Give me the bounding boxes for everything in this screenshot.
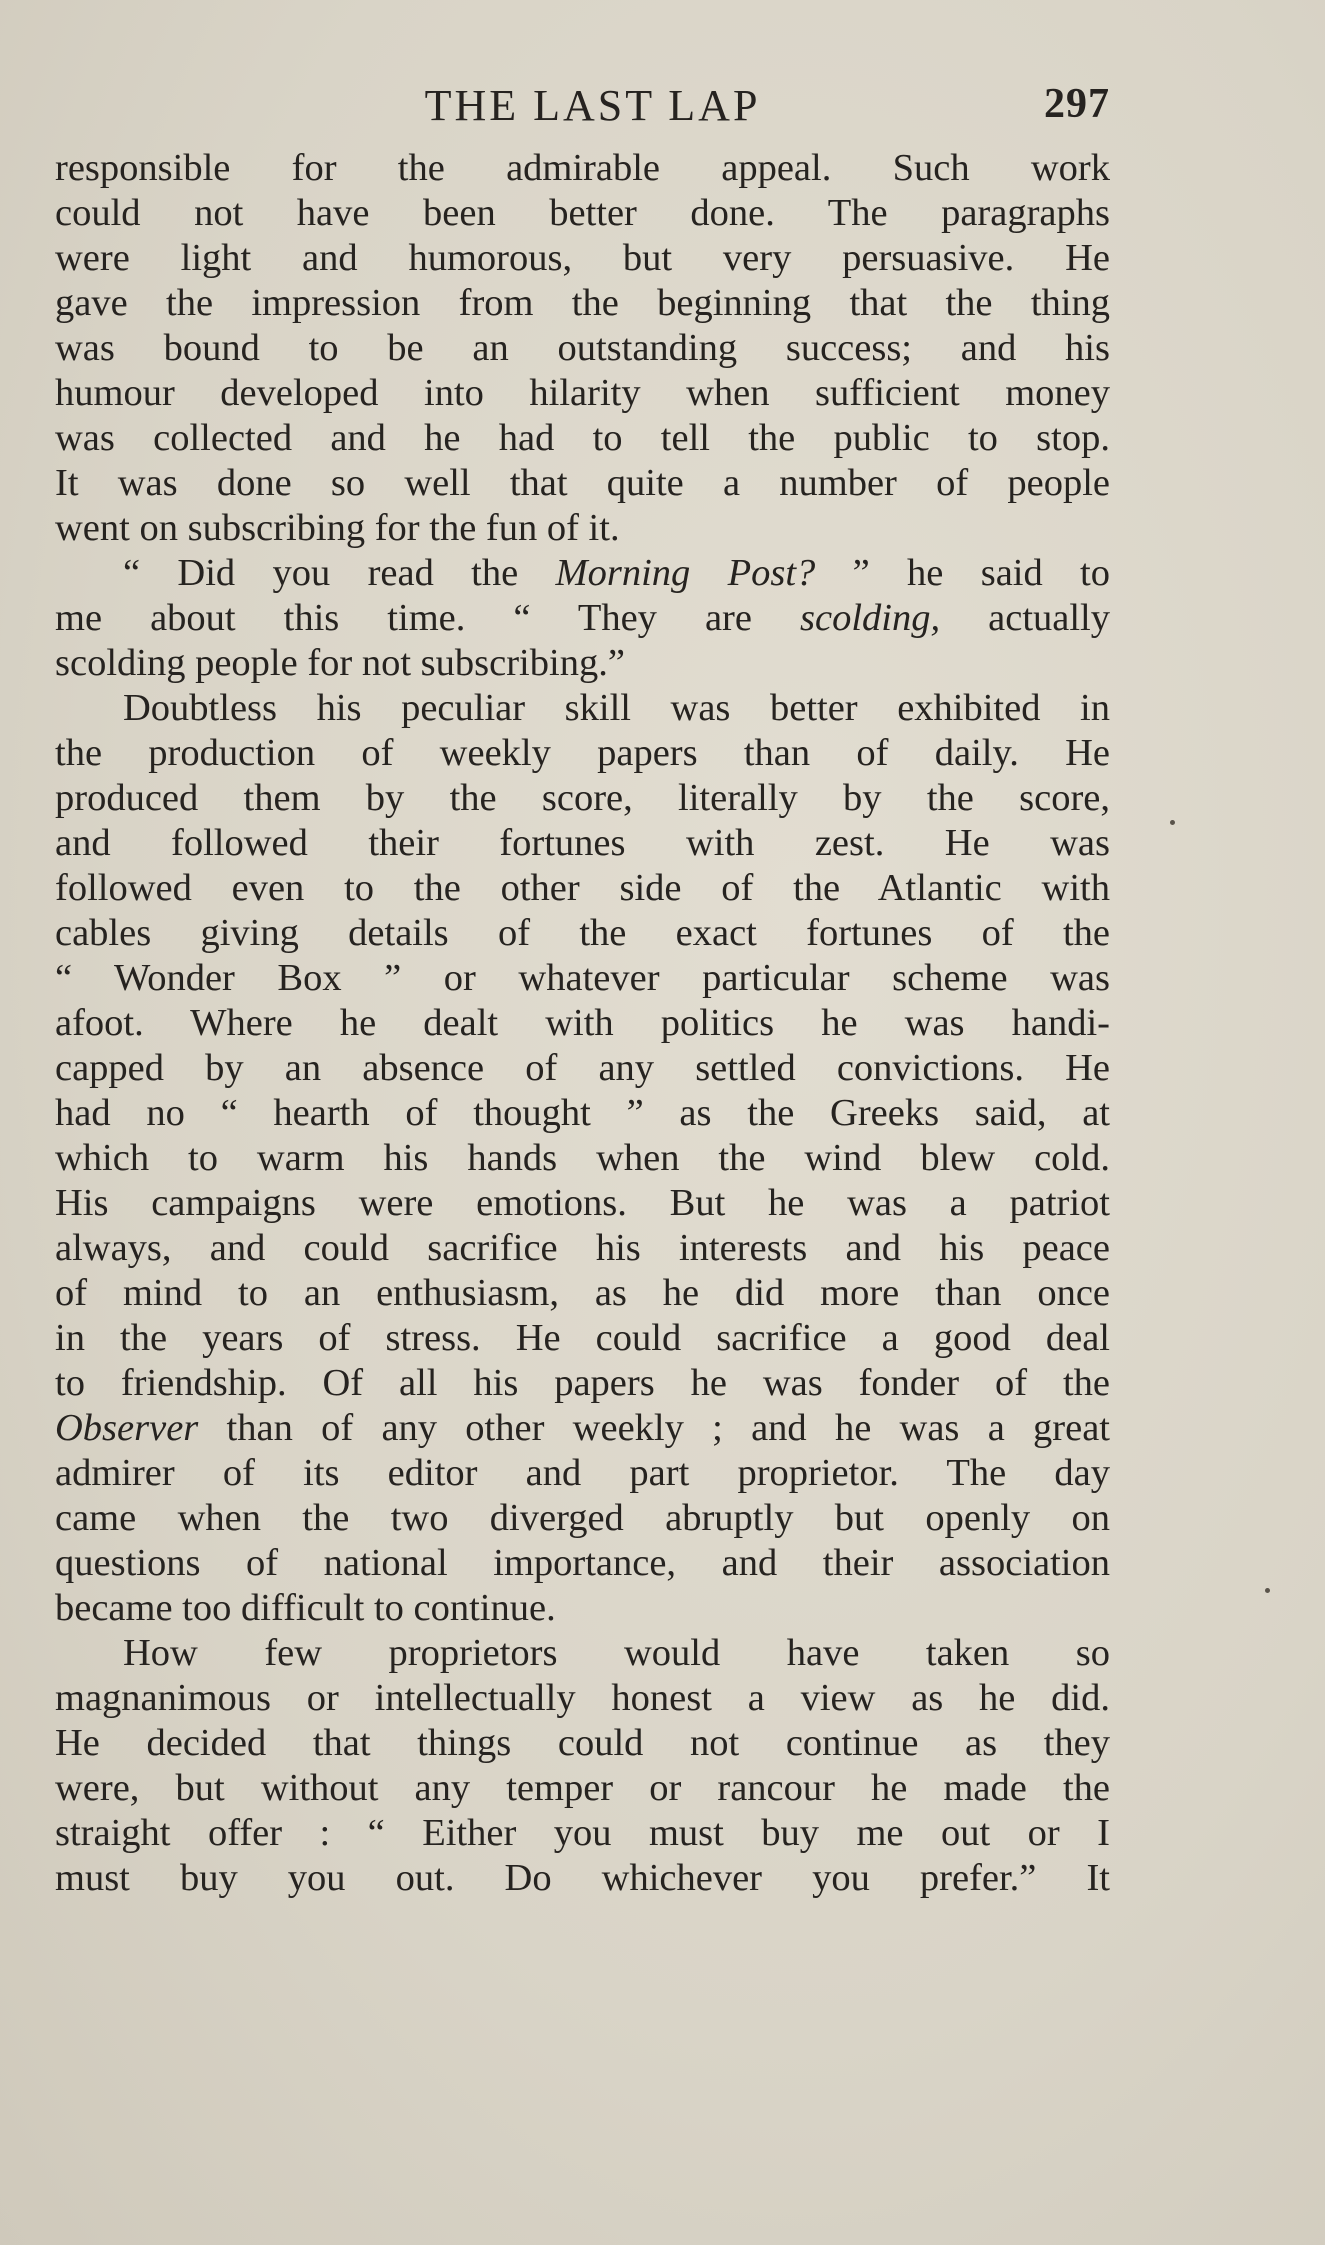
text-span: me about this time. “ They are — [55, 597, 801, 639]
text-line: to friendship. Of all his papers he was fonder of the — [55, 1362, 1110, 1404]
text-line: produced them by the score, literally by the score, — [55, 777, 1110, 819]
text-line — [55, 551, 1110, 596]
text-span: actually — [940, 597, 1111, 639]
paper-speck — [1265, 1588, 1270, 1593]
newspaper-title: Observer — [55, 1407, 199, 1449]
text-line — [55, 596, 1110, 641]
text-line: He decided that things could not continue as they — [55, 1722, 1110, 1764]
paper-speck — [1170, 820, 1175, 825]
text-line: was bound to be an outstanding success; and his — [55, 327, 1110, 369]
text-line: magnanimous or intellectually honest a view as he did. — [55, 1677, 1110, 1719]
text-line: questions of national importance, and their association — [55, 1542, 1110, 1584]
newspaper-title: Morning Post? — [555, 552, 816, 594]
text-line: followed even to the other side of the Atlantic with — [55, 867, 1110, 909]
text-line: admirer of its editor and part proprietor. The day — [55, 1452, 1110, 1494]
text-line: “ Wonder Box ” or whatever particular scheme was — [55, 957, 1110, 999]
text-line: capped by an absence of any settled convictions. He — [55, 1047, 1110, 1089]
text-line: responsible for the admirable appeal. Such work — [55, 147, 1110, 189]
text-line: cables giving details of the exact fortunes of the — [55, 912, 1110, 954]
text-line: was collected and he had to tell the public to stop. — [55, 417, 1110, 459]
text-line: must buy you out. Do whichever you prefer.” It — [55, 1857, 1110, 1899]
text-line: straight offer : “ Either you must buy me out or I — [55, 1812, 1110, 1854]
text-line: afoot. Where he dealt with politics he was handi- — [55, 1002, 1110, 1044]
page-number: 297 — [1044, 81, 1110, 127]
text-line — [55, 1406, 1110, 1451]
text-line: humour developed into hilarity when sufficient money — [55, 372, 1110, 414]
text-span: ” he said to — [815, 552, 1110, 594]
text-line: had no “ hearth of thought ” as the Greeks said, at — [55, 1092, 1110, 1134]
text-line: in the years of stress. He could sacrifice a good deal — [55, 1317, 1110, 1359]
text-span: “ Did you read the — [123, 552, 556, 594]
text-line: Doubtless his peculiar skill was better exhibited in — [123, 687, 1110, 729]
text-line: How few proprietors would have taken so — [123, 1632, 1110, 1674]
running-head — [55, 80, 1110, 140]
text-line: and followed their fortunes with zest. He was — [55, 822, 1110, 864]
text-line: came when the two diverged abruptly but openly on — [55, 1497, 1110, 1539]
text-line: scolding people for not subscribing.” — [55, 642, 625, 684]
text-line: gave the impression from the beginning that the thing — [55, 282, 1110, 324]
text-span: than of any other weekly ; and he was a great — [198, 1407, 1110, 1449]
book-page — [55, 80, 1110, 1901]
emphasis: scolding, — [800, 597, 941, 639]
text-line: went on subscribing for the fun of it. — [55, 507, 620, 549]
text-line: became too difficult to continue. — [55, 1587, 556, 1629]
text-line: always, and could sacrifice his interests and his peace — [55, 1227, 1110, 1269]
text-line: were, but without any temper or rancour he made the — [55, 1767, 1110, 1809]
text-line: the production of weekly papers than of daily. He — [55, 732, 1110, 774]
text-line: His campaigns were emotions. But he was a patriot — [55, 1182, 1110, 1224]
running-title: THE LAST LAP — [424, 81, 761, 130]
text-line: could not have been better done. The paragraphs — [55, 192, 1110, 234]
text-line: were light and humorous, but very persuasive. He — [55, 237, 1110, 279]
text-line: It was done so well that quite a number of people — [55, 462, 1110, 504]
text-line: which to warm his hands when the wind blew cold. — [55, 1137, 1110, 1179]
text-line: of mind to an enthusiasm, as he did more than once — [55, 1272, 1110, 1314]
body-text — [55, 146, 1110, 1901]
